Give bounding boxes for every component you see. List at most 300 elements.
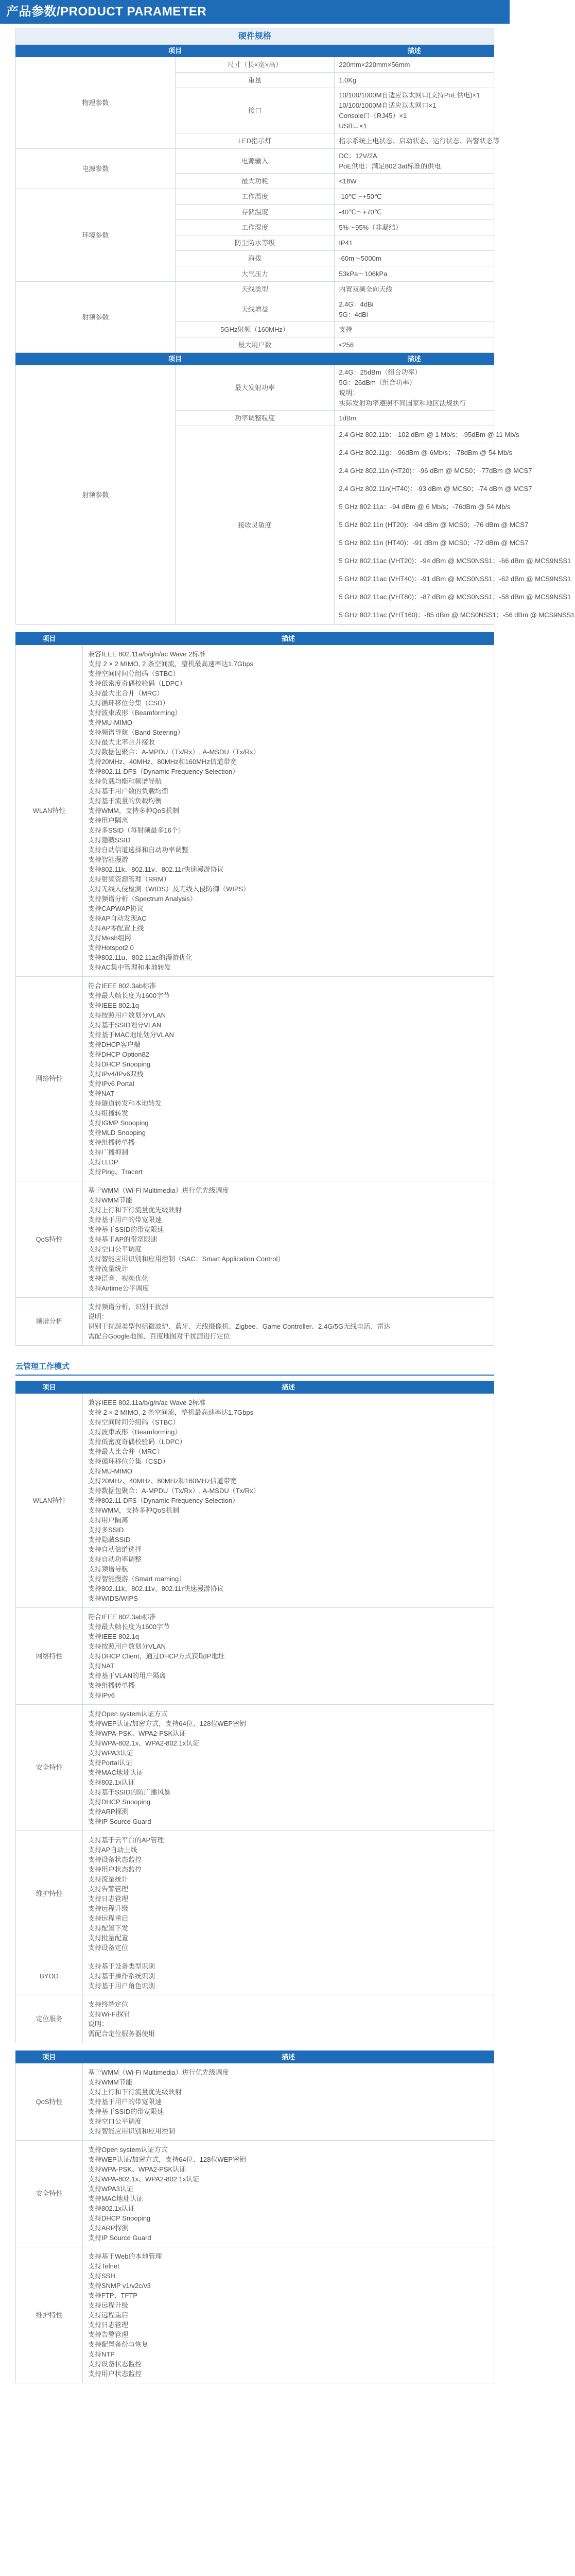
spec-line: 符合IEEE 802.3ab标准 bbox=[88, 982, 156, 990]
spec-line: 支持Mesh组网 bbox=[88, 934, 131, 942]
spec-line: 支持802.11 DFS（Dynamic Frequency Selection） bbox=[88, 768, 239, 775]
category-cell: 维护特性 bbox=[16, 2247, 83, 2383]
spec-line: 2.4 GHz 802.11n (HT20)：-96 dBm @ MCS0；-77dBm @ MCS7 bbox=[339, 462, 490, 480]
spec-line: 兼容IEEE 802.11a/b/g/n/ac Wave 2标准 bbox=[88, 650, 206, 658]
spec-line: 支持MAC地址认证 bbox=[88, 2195, 143, 2202]
param-label: 存储温度 bbox=[175, 205, 335, 220]
spec-line: -40℃～+70℃ bbox=[339, 208, 382, 216]
spec-line: 支持智能应用识别和应用控制（SAC：Smart Application Control） bbox=[88, 1255, 285, 1263]
param-value bbox=[335, 297, 494, 322]
spec-line: 支持组播转发 bbox=[88, 1109, 129, 1117]
table-row bbox=[16, 57, 494, 73]
param-label: 防尘防水等级 bbox=[175, 235, 335, 251]
spec-line: 支持远程重启 bbox=[88, 1914, 129, 1922]
spec-line: 支持802.1x认证 bbox=[88, 1778, 135, 1786]
table-row bbox=[16, 2141, 494, 2247]
spec-line: 支持隐藏SSID bbox=[88, 1536, 131, 1544]
spec-line: 支持基于操作系统识别 bbox=[88, 1972, 155, 1980]
spec-line: 支持用户隔离 bbox=[88, 1516, 129, 1524]
spec-line: 支持告警管理 bbox=[88, 2331, 129, 2338]
table-header-row bbox=[16, 2051, 494, 2063]
param-value bbox=[335, 133, 500, 149]
param-value bbox=[335, 251, 494, 266]
spec-line: 支持广播抑制 bbox=[88, 1148, 129, 1156]
spec-line: 兼容IEEE 802.11a/b/g/n/ac Wave 2标准 bbox=[88, 1399, 206, 1406]
spec-line: 支持多SSID（每射频最多16个） bbox=[88, 826, 185, 834]
spec-line: 支持循环移位分集（CSD） bbox=[88, 699, 169, 707]
spec-line: 2.4 GHz 802.11b：-102 dBm @ 1 Mb/s；-95dBm @ 11 Mb/s bbox=[339, 426, 490, 444]
spec-line: 支持用户状态监控 bbox=[88, 1866, 142, 1873]
spec-line: 支持上行和下行流量优先级映射 bbox=[88, 1206, 182, 1214]
category-cell: 安全特性 bbox=[16, 2141, 83, 2247]
spec-line: 支持NAT bbox=[88, 1662, 115, 1670]
feature-list bbox=[83, 1995, 494, 2043]
category-cell: 环境参数 bbox=[16, 189, 176, 282]
category-cell: QoS特性 bbox=[16, 2063, 83, 2141]
table-row bbox=[16, 1957, 494, 1995]
spec-line: 支持 2 × 2 MIMO, 2 条空间流，整机最高速率达1.7Gbps bbox=[88, 1409, 254, 1416]
spec-line: 支持LLDP bbox=[88, 1158, 118, 1166]
category-cell: 频谱分析 bbox=[16, 1298, 83, 1346]
feature-list bbox=[83, 1831, 494, 1957]
spec-line: 支持远程重启 bbox=[88, 2311, 129, 2319]
spec-line: 支持空口公平调度 bbox=[88, 2117, 142, 2125]
spec-line: 53kPa～106kPa bbox=[339, 269, 388, 278]
param-value bbox=[335, 174, 494, 189]
spec-line: 支持WPA-PSK、WPA2-PSK认证 bbox=[88, 1730, 186, 1737]
spec-line: 支持NAT bbox=[88, 1090, 115, 1097]
spec-line: 支持802.1x认证 bbox=[88, 2205, 135, 2212]
spec-line: 支持按照用户数划分VLAN bbox=[88, 1642, 166, 1650]
param-value bbox=[335, 411, 494, 426]
spec-line: 支持MLD Snooping bbox=[88, 1129, 146, 1137]
spec-line: Console口（RJ45）×1 bbox=[339, 111, 407, 120]
feature-list bbox=[83, 2247, 494, 2383]
spec-line: 支持设备状态监控 bbox=[88, 2360, 142, 2368]
spec-line: 支持基于VLAN的用户隔离 bbox=[88, 1672, 166, 1680]
param-value bbox=[335, 365, 494, 411]
param-label: 接收灵敏度 bbox=[175, 426, 335, 625]
spec-line: 支持波束成形（Beamforming） bbox=[88, 709, 182, 717]
spec-line: 支持隧道转发和本地转发 bbox=[88, 1099, 162, 1107]
spec-line: 支持WPA-802.1x、WPA2-802.1x认证 bbox=[88, 1739, 200, 1747]
table-header-row bbox=[16, 45, 494, 57]
feature-list bbox=[83, 1394, 494, 1608]
spec-line: 5G：4dBi bbox=[339, 310, 368, 318]
spec-line: 支持IPv6 Portal bbox=[88, 1080, 134, 1088]
header-desc: 描述 bbox=[335, 45, 494, 57]
param-value bbox=[335, 220, 494, 235]
spec-line: 5%～95%（非凝结） bbox=[339, 223, 403, 231]
param-value bbox=[335, 282, 494, 297]
spec-line: 支持自动信道选择和自动功率调整 bbox=[88, 846, 189, 854]
spec-line: 支持SNMP v1/v2c/v3 bbox=[88, 2282, 151, 2290]
header-desc: 描述 bbox=[83, 2051, 494, 2063]
param-label: LED指示灯 bbox=[175, 133, 335, 149]
spec-line: 实际发射功率遵照不同国家和地区法规执行 bbox=[339, 399, 466, 407]
spec-line: 支持终端定位 bbox=[88, 2001, 129, 2008]
spec-line: 支持DHCP Snooping bbox=[88, 1060, 151, 1068]
spec-line: 支持IPv6 bbox=[88, 1691, 115, 1699]
spec-line: 5G：26dBm（组合功率） bbox=[339, 378, 416, 386]
spec-line: 支持DHCP Option82 bbox=[88, 1050, 149, 1058]
spec-line: 支持WMM，支持多种QoS机制 bbox=[88, 1506, 179, 1514]
spec-line: 支持DHCP Client，通过DHCP方式获取IP地址 bbox=[88, 1652, 225, 1660]
param-label: 天线增益 bbox=[175, 297, 335, 322]
param-label: 最大功耗 bbox=[175, 174, 335, 189]
spec-line: USB口×1 bbox=[339, 122, 367, 130]
spec-line: 支持隐藏SSID bbox=[88, 836, 131, 844]
spec-line: 需配合Google地图、百度地图对干扰源进行定位 bbox=[88, 1332, 230, 1340]
spec-line: 基于WMM（Wi-Fi Multimedia）进行优先级调度 bbox=[88, 2069, 229, 2076]
spec-line: 支持基于SSID的防广播风暴 bbox=[88, 1788, 171, 1796]
spec-line: 支持设备状态监控 bbox=[88, 1856, 142, 1863]
category-cell: 网络特性 bbox=[16, 1608, 83, 1705]
param-label: 接口 bbox=[175, 88, 335, 133]
spec-line: 2.4G：25dBm（组合功率） bbox=[339, 368, 422, 376]
param-label: 大气压力 bbox=[175, 266, 335, 282]
spec-line: 支持Open system认证方式 bbox=[88, 2146, 168, 2154]
spec-line: 支持MAC地址认证 bbox=[88, 1769, 143, 1776]
spec-line: 支持WPA3认证 bbox=[88, 1749, 133, 1757]
spec-line: ≤256 bbox=[339, 341, 354, 349]
feature-list bbox=[83, 977, 494, 1181]
spec-line: 支持WPA3认证 bbox=[88, 2185, 133, 2193]
spec-line: 支持批量配置 bbox=[88, 1934, 129, 1942]
table-row bbox=[16, 1298, 494, 1346]
param-value bbox=[335, 149, 494, 174]
param-label: 尺寸（长×宽×高） bbox=[175, 57, 335, 73]
table-row bbox=[16, 1181, 494, 1298]
param-label: 5GHz射频（160MHz） bbox=[175, 322, 335, 337]
spec-line: 支持基于设备类型识别 bbox=[88, 1962, 155, 1970]
header-item: 项目 bbox=[16, 633, 83, 645]
spec-line: 支持Wi-Fi探针 bbox=[88, 2010, 131, 2018]
spec-line: 支持日志管理 bbox=[88, 1895, 129, 1903]
spec-line: PoE供电：满足802.3at标准的供电 bbox=[339, 162, 441, 170]
spec-line: 支持AP零配置上线 bbox=[88, 924, 144, 932]
spec-line: 支持DHCP客户端 bbox=[88, 1041, 141, 1048]
spec-line: 支持最大帧长度为1600字节 bbox=[88, 1623, 170, 1631]
spec-line: IP41 bbox=[339, 239, 353, 247]
spec-line: 支持频谱分析，识别干扰源 bbox=[88, 1303, 169, 1311]
param-value bbox=[335, 205, 494, 220]
spec-line: 支持IPv4/IPv6双栈 bbox=[88, 1070, 144, 1078]
spec-line: 支持DHCP Snooping bbox=[88, 1798, 151, 1806]
table-header-row bbox=[16, 353, 494, 365]
param-value bbox=[335, 57, 494, 73]
spec-line: 支持射频资源管理（RRM） bbox=[88, 875, 170, 883]
feature-list bbox=[83, 2063, 494, 2141]
spec-line: 支持智能漫游 bbox=[88, 856, 129, 863]
spec-line: 支持Airtime公平调度 bbox=[88, 1284, 149, 1292]
category-cell: QoS特性 bbox=[16, 1181, 83, 1298]
feature-list bbox=[83, 645, 494, 977]
category-cell: 安全特性 bbox=[16, 1705, 83, 1831]
spec-line: 支持IP Source Guard bbox=[88, 1818, 151, 1825]
spec-line: 支持SSH bbox=[88, 2272, 115, 2280]
spec-line: 支持基于SSID划分VLAN bbox=[88, 1021, 162, 1029]
spec-line: <18W bbox=[339, 177, 357, 185]
header-desc: 描述 bbox=[335, 353, 494, 365]
spec-line: 支持Open system认证方式 bbox=[88, 1710, 168, 1718]
feature-list bbox=[83, 1957, 494, 1995]
spec-line: 支持基于用户的带宽限速 bbox=[88, 1216, 162, 1224]
spec-line: -10℃～+50℃ bbox=[339, 192, 382, 200]
spec-line: 支持CAPWAP协议 bbox=[88, 905, 144, 912]
table-row bbox=[16, 1394, 494, 1608]
spec-line: 支持负载均衡和频谱导航 bbox=[88, 777, 162, 785]
spec-line: 支持多SSID bbox=[88, 1526, 124, 1534]
spec-line: 支持自动功率调整 bbox=[88, 1555, 142, 1563]
spec-line: 说明： bbox=[88, 2020, 109, 2028]
spec-line: 10/100/1000M自适应以太网口(支持PoE供电)×1 bbox=[339, 91, 480, 99]
spec-line: 支持最大比率合并接收 bbox=[88, 738, 155, 746]
table-row bbox=[16, 2247, 494, 2383]
spec-line: 支持基于AP的带宽限速 bbox=[88, 1235, 158, 1243]
param-value bbox=[335, 266, 494, 282]
table-row bbox=[16, 2063, 494, 2141]
spec-line: 支持波束成形（Beamforming） bbox=[88, 1428, 182, 1436]
category-cell: 维护特性 bbox=[16, 1831, 83, 1957]
param-label: 天线类型 bbox=[175, 282, 335, 297]
fit-mode-software-section bbox=[0, 632, 510, 1346]
spec-line: 基于WMM（Wi-Fi Multimedia）进行优先级调度 bbox=[88, 1187, 229, 1194]
spec-line: 5 GHz 802.11n (HT20)：-94 dBm @ MCS0；-76 dBm @ MCS7 bbox=[339, 516, 490, 534]
spec-line: 支持流量统计 bbox=[88, 1875, 129, 1883]
software-table bbox=[15, 1381, 494, 2043]
spec-line: 支持FTP、TFTP bbox=[88, 2292, 138, 2299]
spec-line: 支持AP自动上线 bbox=[88, 1846, 137, 1854]
table-header-row bbox=[16, 1381, 494, 1394]
param-value bbox=[335, 426, 575, 625]
spec-line: 支持MU-MIMO bbox=[88, 719, 132, 726]
category-cell: WLAN特性 bbox=[16, 1394, 83, 1608]
spec-line: 支持AP自动发现AC bbox=[88, 914, 147, 922]
spec-line: 支持Ping、Tracert bbox=[88, 1168, 143, 1176]
spec-line: 支持最大比合并（MRC） bbox=[88, 689, 164, 697]
spec-line: 支持空间时间分组码（STBC） bbox=[88, 670, 180, 677]
spec-line: 支持远程升级 bbox=[88, 1905, 129, 1912]
spec-line: -60m～5000m bbox=[339, 254, 381, 262]
spec-line: 支持按照用户数划分VLAN bbox=[88, 1011, 166, 1019]
spec-line: 2.4G：4dBi bbox=[339, 300, 374, 308]
param-value bbox=[335, 88, 494, 133]
feature-list bbox=[83, 1608, 494, 1705]
spec-line: 支持基于云平台的AP管理 bbox=[88, 1836, 164, 1844]
feature-list bbox=[83, 1705, 494, 1831]
spec-line: 支持ARP探测 bbox=[88, 1808, 129, 1816]
spec-line: 支持数据包聚合：A-MPDU（Tx/Rx）, A-MSDU（Tx/Rx） bbox=[88, 748, 260, 756]
param-label: 海拔 bbox=[175, 251, 335, 266]
spec-line: 支持NTP bbox=[88, 2350, 115, 2358]
spec-line: 支持IGMP Snooping bbox=[88, 1119, 149, 1127]
spec-line: 支持无线入侵检测（WIDS）及无线入侵防御（WIPS） bbox=[88, 885, 250, 893]
param-value bbox=[335, 189, 494, 205]
spec-line: 支持远程升级 bbox=[88, 2301, 129, 2309]
spec-line: 支持频谱导航（Band Steering） bbox=[88, 728, 184, 736]
spec-line: 支持智能应用识别和应用控制 bbox=[88, 2127, 176, 2135]
header-item: 项目 bbox=[16, 1381, 83, 1394]
spec-line: 支持Hotspot2.0 bbox=[88, 944, 134, 952]
spec-line: 支持基于流量的负载均衡 bbox=[88, 797, 162, 805]
param-label: 工作湿度 bbox=[175, 220, 335, 235]
category-cell: 网络特性 bbox=[16, 977, 83, 1181]
spec-line: 指示系统上电状态、启动状态、运行状态、告警状态等 bbox=[339, 137, 500, 145]
category-cell: 定位服务 bbox=[16, 1995, 83, 2043]
table-row bbox=[16, 282, 494, 297]
spec-line: DC：12V/2A bbox=[339, 151, 377, 160]
spec-line: 支持IEEE 802.1q bbox=[88, 1002, 139, 1009]
spec-line: 支持组播转单播 bbox=[88, 1682, 135, 1689]
spec-line: 支持数据包聚合：A-MPDU（Tx/Rx）, A-MSDU（Tx/Rx） bbox=[88, 1487, 260, 1495]
header-desc: 描述 bbox=[83, 1381, 494, 1394]
spec-line: 支持MU-MIMO bbox=[88, 1467, 132, 1475]
header-item: 项目 bbox=[16, 45, 335, 57]
hardware-table bbox=[15, 28, 575, 625]
spec-line: 1.0Kg bbox=[339, 76, 357, 84]
spec-line: 支持WEP认证/加密方式，支持64位、128位WEP密钥 bbox=[88, 1720, 246, 1727]
spec-line: 支持AC集中管理和本地转发 bbox=[88, 963, 171, 971]
param-label: 重量 bbox=[175, 73, 335, 88]
spec-line: 支持基于用户的带宽限速 bbox=[88, 2098, 162, 2106]
spec-line: 支持设备定位 bbox=[88, 1944, 129, 1952]
param-value bbox=[335, 337, 494, 353]
feature-list bbox=[83, 1181, 494, 1298]
cloud-mode-heading: 云管理工作模式 bbox=[15, 1358, 494, 1376]
spec-line: 支持802.11k、802.11v、802.11r快速漫游协议 bbox=[88, 1585, 224, 1592]
spec-line: 支持日志管理 bbox=[88, 2321, 129, 2329]
spec-line: 支持低密度奇偶校验码（LDPC） bbox=[88, 1438, 186, 1446]
table-row bbox=[16, 1608, 494, 1705]
spec-line: 支持循环移位分集（CSD） bbox=[88, 1458, 169, 1465]
category-cell: BYOD bbox=[16, 1957, 83, 1995]
spec-line: 5 GHz 802.11ac (VHT40)：-91 dBm @ MCS0NSS1；-62 dBm @ MCS9NSS1 bbox=[339, 570, 490, 588]
feature-list bbox=[83, 1298, 494, 1346]
param-label: 最大发射功率 bbox=[175, 365, 335, 411]
param-value bbox=[335, 235, 494, 251]
spec-line: 支持WMM，支持多种QoS机制 bbox=[88, 807, 179, 815]
spec-line: 支持上行和下行流量优先级映射 bbox=[88, 2088, 182, 2096]
spec-line: 2.4 GHz 802.11g：-96dBm @ 6Mb/s；-78dBm @ 54 Mb/s bbox=[339, 444, 490, 462]
spec-line: 支持频谱分析（Spectrum Analysis） bbox=[88, 895, 197, 903]
category-cell: 射频参数 bbox=[16, 282, 176, 353]
spec-line: 支持WEP认证/加密方式，支持64位、128位WEP密钥 bbox=[88, 2156, 246, 2163]
spec-line: 支持Telnet bbox=[88, 2262, 119, 2270]
spec-line: 5 GHz 802.11ac (VHT80)：-87 dBm @ MCS0NSS1；-58 dBm @ MCS9NSS1 bbox=[339, 588, 490, 606]
spec-line: 5 GHz 802.11ac (VHT20)：-94 dBm @ MCS0NSS1；-66 dBm @ MCS9NSS1 bbox=[339, 552, 490, 570]
header-desc: 描述 bbox=[83, 633, 494, 645]
spec-line: 支持空间时间分组码（STBC） bbox=[88, 1418, 180, 1426]
spec-line: 5 GHz 802.11ac (VHT160)：-85 dBm @ MCS0NSS1；-56 dBm @ MCS9NSS1 bbox=[339, 606, 490, 624]
spec-line: 支持基于MAC地址划分VLAN bbox=[88, 1031, 174, 1039]
feature-list bbox=[83, 2141, 494, 2247]
spec-line: 支持802.11k、802.11v、802.11r快速漫游协议 bbox=[88, 866, 224, 873]
spec-line: 支持WIDS/WIPS bbox=[88, 1595, 138, 1602]
table-row bbox=[16, 149, 494, 174]
spec-line: 10/100/1000M自适应以太网口×1 bbox=[339, 101, 437, 109]
spec-line: 说明： bbox=[88, 1313, 109, 1320]
category-cell: 物理参数 bbox=[16, 57, 176, 149]
spec-line: 支持基于SSID的带宽限速 bbox=[88, 1226, 164, 1233]
section-title-row bbox=[16, 28, 494, 45]
spec-line: 符合IEEE 802.3ab标准 bbox=[88, 1613, 156, 1621]
spec-line: 支持WPA-802.1x、WPA2-802.1x认证 bbox=[88, 2175, 200, 2183]
spec-line: 支持 bbox=[339, 325, 353, 333]
hardware-spec-section bbox=[0, 28, 575, 625]
spec-line: 支持流量统计 bbox=[88, 1265, 129, 1273]
spec-line: 支持802.11u、802.11ac的漫游优化 bbox=[88, 954, 193, 961]
spec-line: 支持WMM节能 bbox=[88, 1196, 132, 1204]
spec-line: 支持空口公平调度 bbox=[88, 1245, 142, 1253]
category-cell: WLAN特性 bbox=[16, 645, 83, 977]
spec-line: 支持WPA-PSK、WPA2-PSK认证 bbox=[88, 2165, 186, 2173]
table-row bbox=[16, 189, 494, 205]
table-header-row bbox=[16, 633, 494, 645]
spec-line: 支持基于用户角色识别 bbox=[88, 1982, 155, 1990]
table-row bbox=[16, 1995, 494, 2043]
spec-line: 支持基于用户数的负载均衡 bbox=[88, 787, 169, 795]
spec-line: 支持告警管理 bbox=[88, 1885, 129, 1893]
param-label: 功率调整粒度 bbox=[175, 411, 335, 426]
header-item: 项目 bbox=[16, 2051, 83, 2063]
software-table bbox=[15, 2050, 494, 2383]
spec-line: 支持智能漫游（Smart roaming） bbox=[88, 1575, 186, 1583]
table-row bbox=[16, 1831, 494, 1957]
spec-line: 1dBm bbox=[339, 414, 357, 422]
spec-line: 支持IP Source Guard bbox=[88, 2234, 151, 2242]
category-cell: 射频参数 bbox=[16, 365, 176, 625]
spec-line: 支持频谱导航 bbox=[88, 1565, 129, 1573]
spec-line: 内置双频全向天线 bbox=[339, 285, 393, 293]
cloud-mode-software-section bbox=[0, 1381, 510, 2043]
spec-line: 支持用户状态监控 bbox=[88, 2370, 142, 2378]
page-title: 产品参数/PRODUCT PARAMETER bbox=[0, 0, 510, 24]
spec-line: 需配合定位服务器使用 bbox=[88, 2030, 155, 2038]
param-label: 电源输入 bbox=[175, 149, 335, 174]
spec-line: 支持基于SSID的带宽限速 bbox=[88, 2108, 164, 2115]
spec-line: 支持 2 × 2 MIMO, 2 条空间流，整机最高速率达1.7Gbps bbox=[88, 660, 254, 668]
param-value bbox=[335, 322, 494, 337]
table-row bbox=[16, 1705, 494, 1831]
header-item: 项目 bbox=[16, 353, 335, 365]
spec-line: 220mm×220mm×56mm bbox=[339, 60, 410, 69]
spec-line: 支持配置下发 bbox=[88, 1924, 129, 1932]
spec-line: 支持最大比合并（MRC） bbox=[88, 1448, 164, 1455]
spec-line: 支持DHCP Snooping bbox=[88, 2214, 151, 2222]
spec-line: 支持基于Web的本地管理 bbox=[88, 2252, 162, 2260]
spec-line: 支持用户隔离 bbox=[88, 817, 129, 824]
spec-line: 5 GHz 802.11a：-94 dBm @ 6 Mb/s；-76dBm @ 54 Mb/s bbox=[339, 498, 490, 516]
spec-line: 支持低密度奇偶校验码（LDPC） bbox=[88, 680, 186, 687]
spec-line: 支持WMM节能 bbox=[88, 2078, 132, 2086]
spec-line: 支持最大帧长度为1600字节 bbox=[88, 992, 170, 999]
table-row bbox=[16, 365, 494, 411]
spec-line: 2.4 GHz 802.11n(HT40)：-93 dBm @ MCS0；-74 dBm @ MCS7 bbox=[339, 480, 490, 498]
cloud-mode-software-section-2 bbox=[0, 2050, 510, 2383]
spec-line: 支持组播转单播 bbox=[88, 1139, 135, 1146]
spec-line: 支持语音、视频优化 bbox=[88, 1275, 149, 1282]
software-table bbox=[15, 632, 494, 1346]
category-cell: 电源参数 bbox=[16, 149, 176, 189]
table-row bbox=[16, 977, 494, 1181]
spec-line: 支持802.11 DFS（Dynamic Frequency Selection） bbox=[88, 1497, 239, 1504]
table-row bbox=[16, 645, 494, 977]
param-value bbox=[335, 73, 494, 88]
spec-line: 支持自动信道选择 bbox=[88, 1546, 142, 1553]
spec-line: 支持配置备份与恢复 bbox=[88, 2341, 149, 2348]
param-label: 工作温度 bbox=[175, 189, 335, 205]
